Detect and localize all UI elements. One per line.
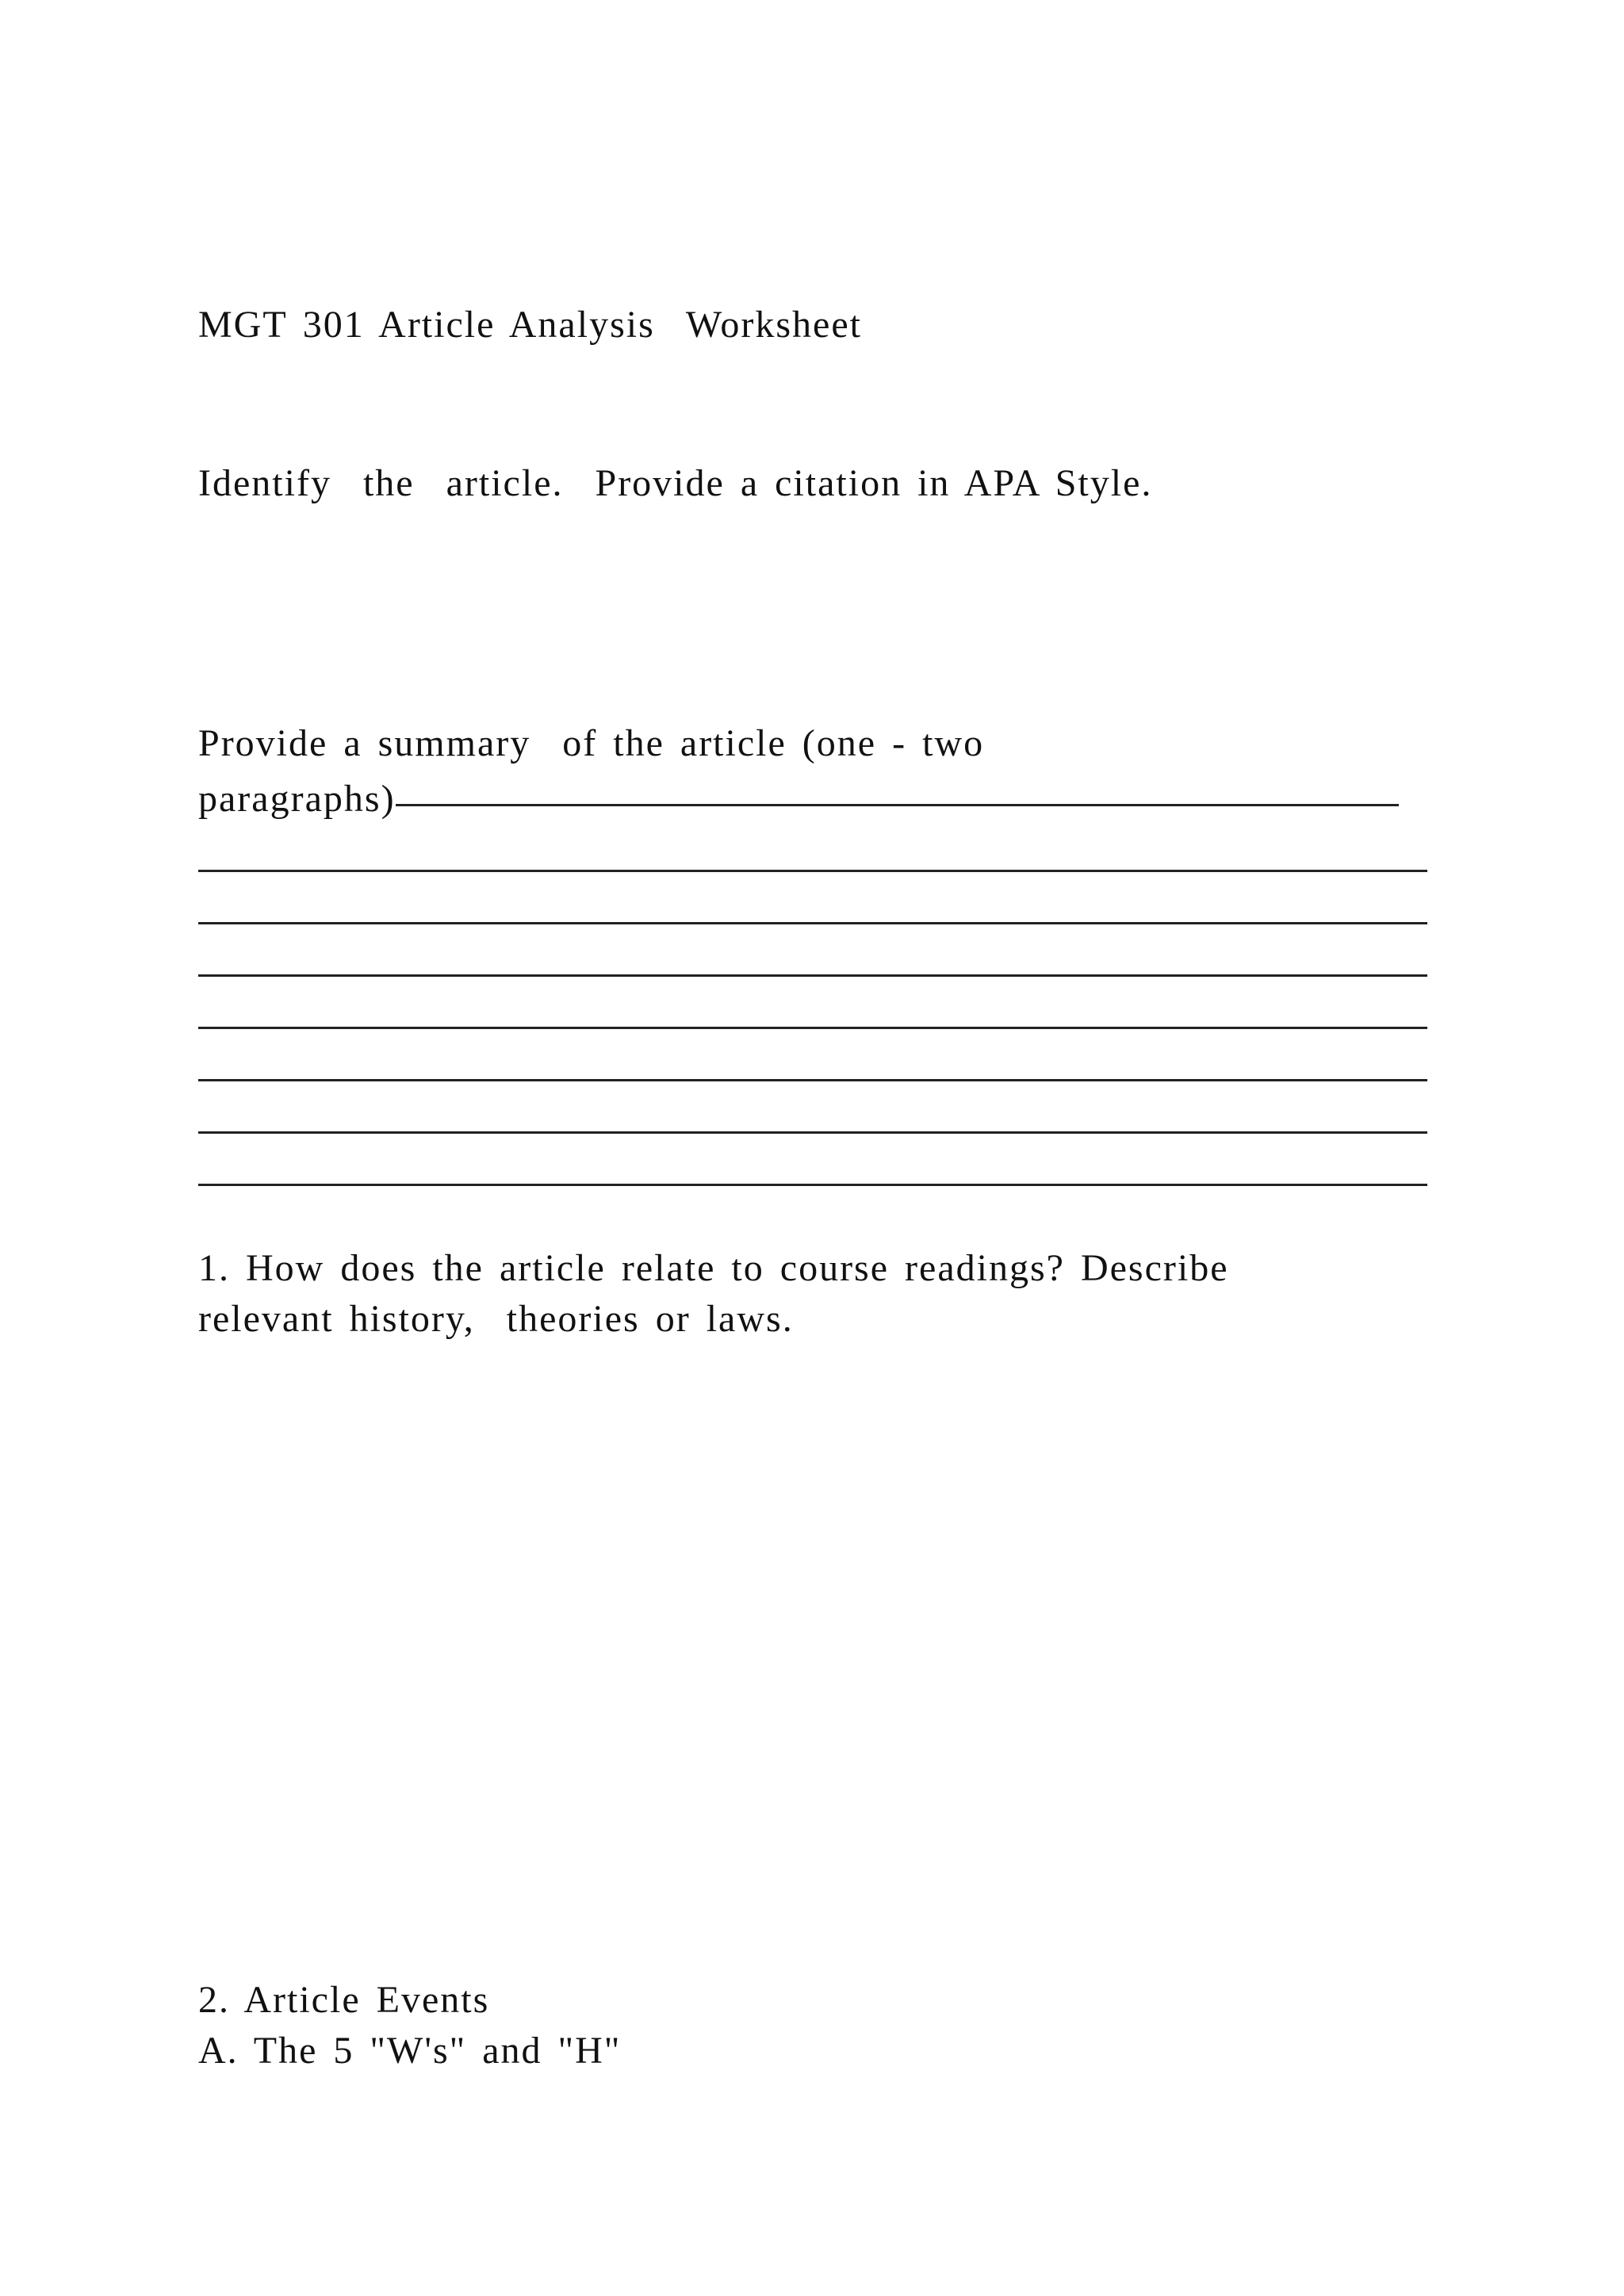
identify-article-prompt: Identify the article. Provide a citation in APA Style. (198, 462, 1153, 504)
question-1-line-2: relevant history, theories or laws. (198, 1298, 794, 1340)
question-2-title: 2. Article Events (198, 1979, 490, 2021)
question-2-subheading: A. The 5 "W's" and "H" (198, 2030, 622, 2072)
answer-blank-line[interactable] (396, 804, 1399, 806)
page-title: MGT 301 Article Analysis Worksheet (198, 304, 862, 346)
answer-blank-line[interactable] (198, 1184, 1427, 1186)
question-1-line-1: 1. How does the article relate to course readings? Describe (198, 1247, 1229, 1289)
answer-blank-line[interactable] (198, 922, 1427, 924)
answer-blank-line[interactable] (198, 1079, 1427, 1081)
answer-blank-line[interactable] (198, 1131, 1427, 1134)
answer-blank-line[interactable] (198, 974, 1427, 977)
summary-prompt-line-1: Provide a summary of the article (one - two (198, 722, 985, 764)
answer-blank-line[interactable] (198, 870, 1427, 872)
summary-prompt-line-2 (198, 774, 1399, 825)
answer-blank-line[interactable] (198, 1027, 1427, 1029)
summary-prompt-label: paragraphs) (198, 778, 396, 820)
